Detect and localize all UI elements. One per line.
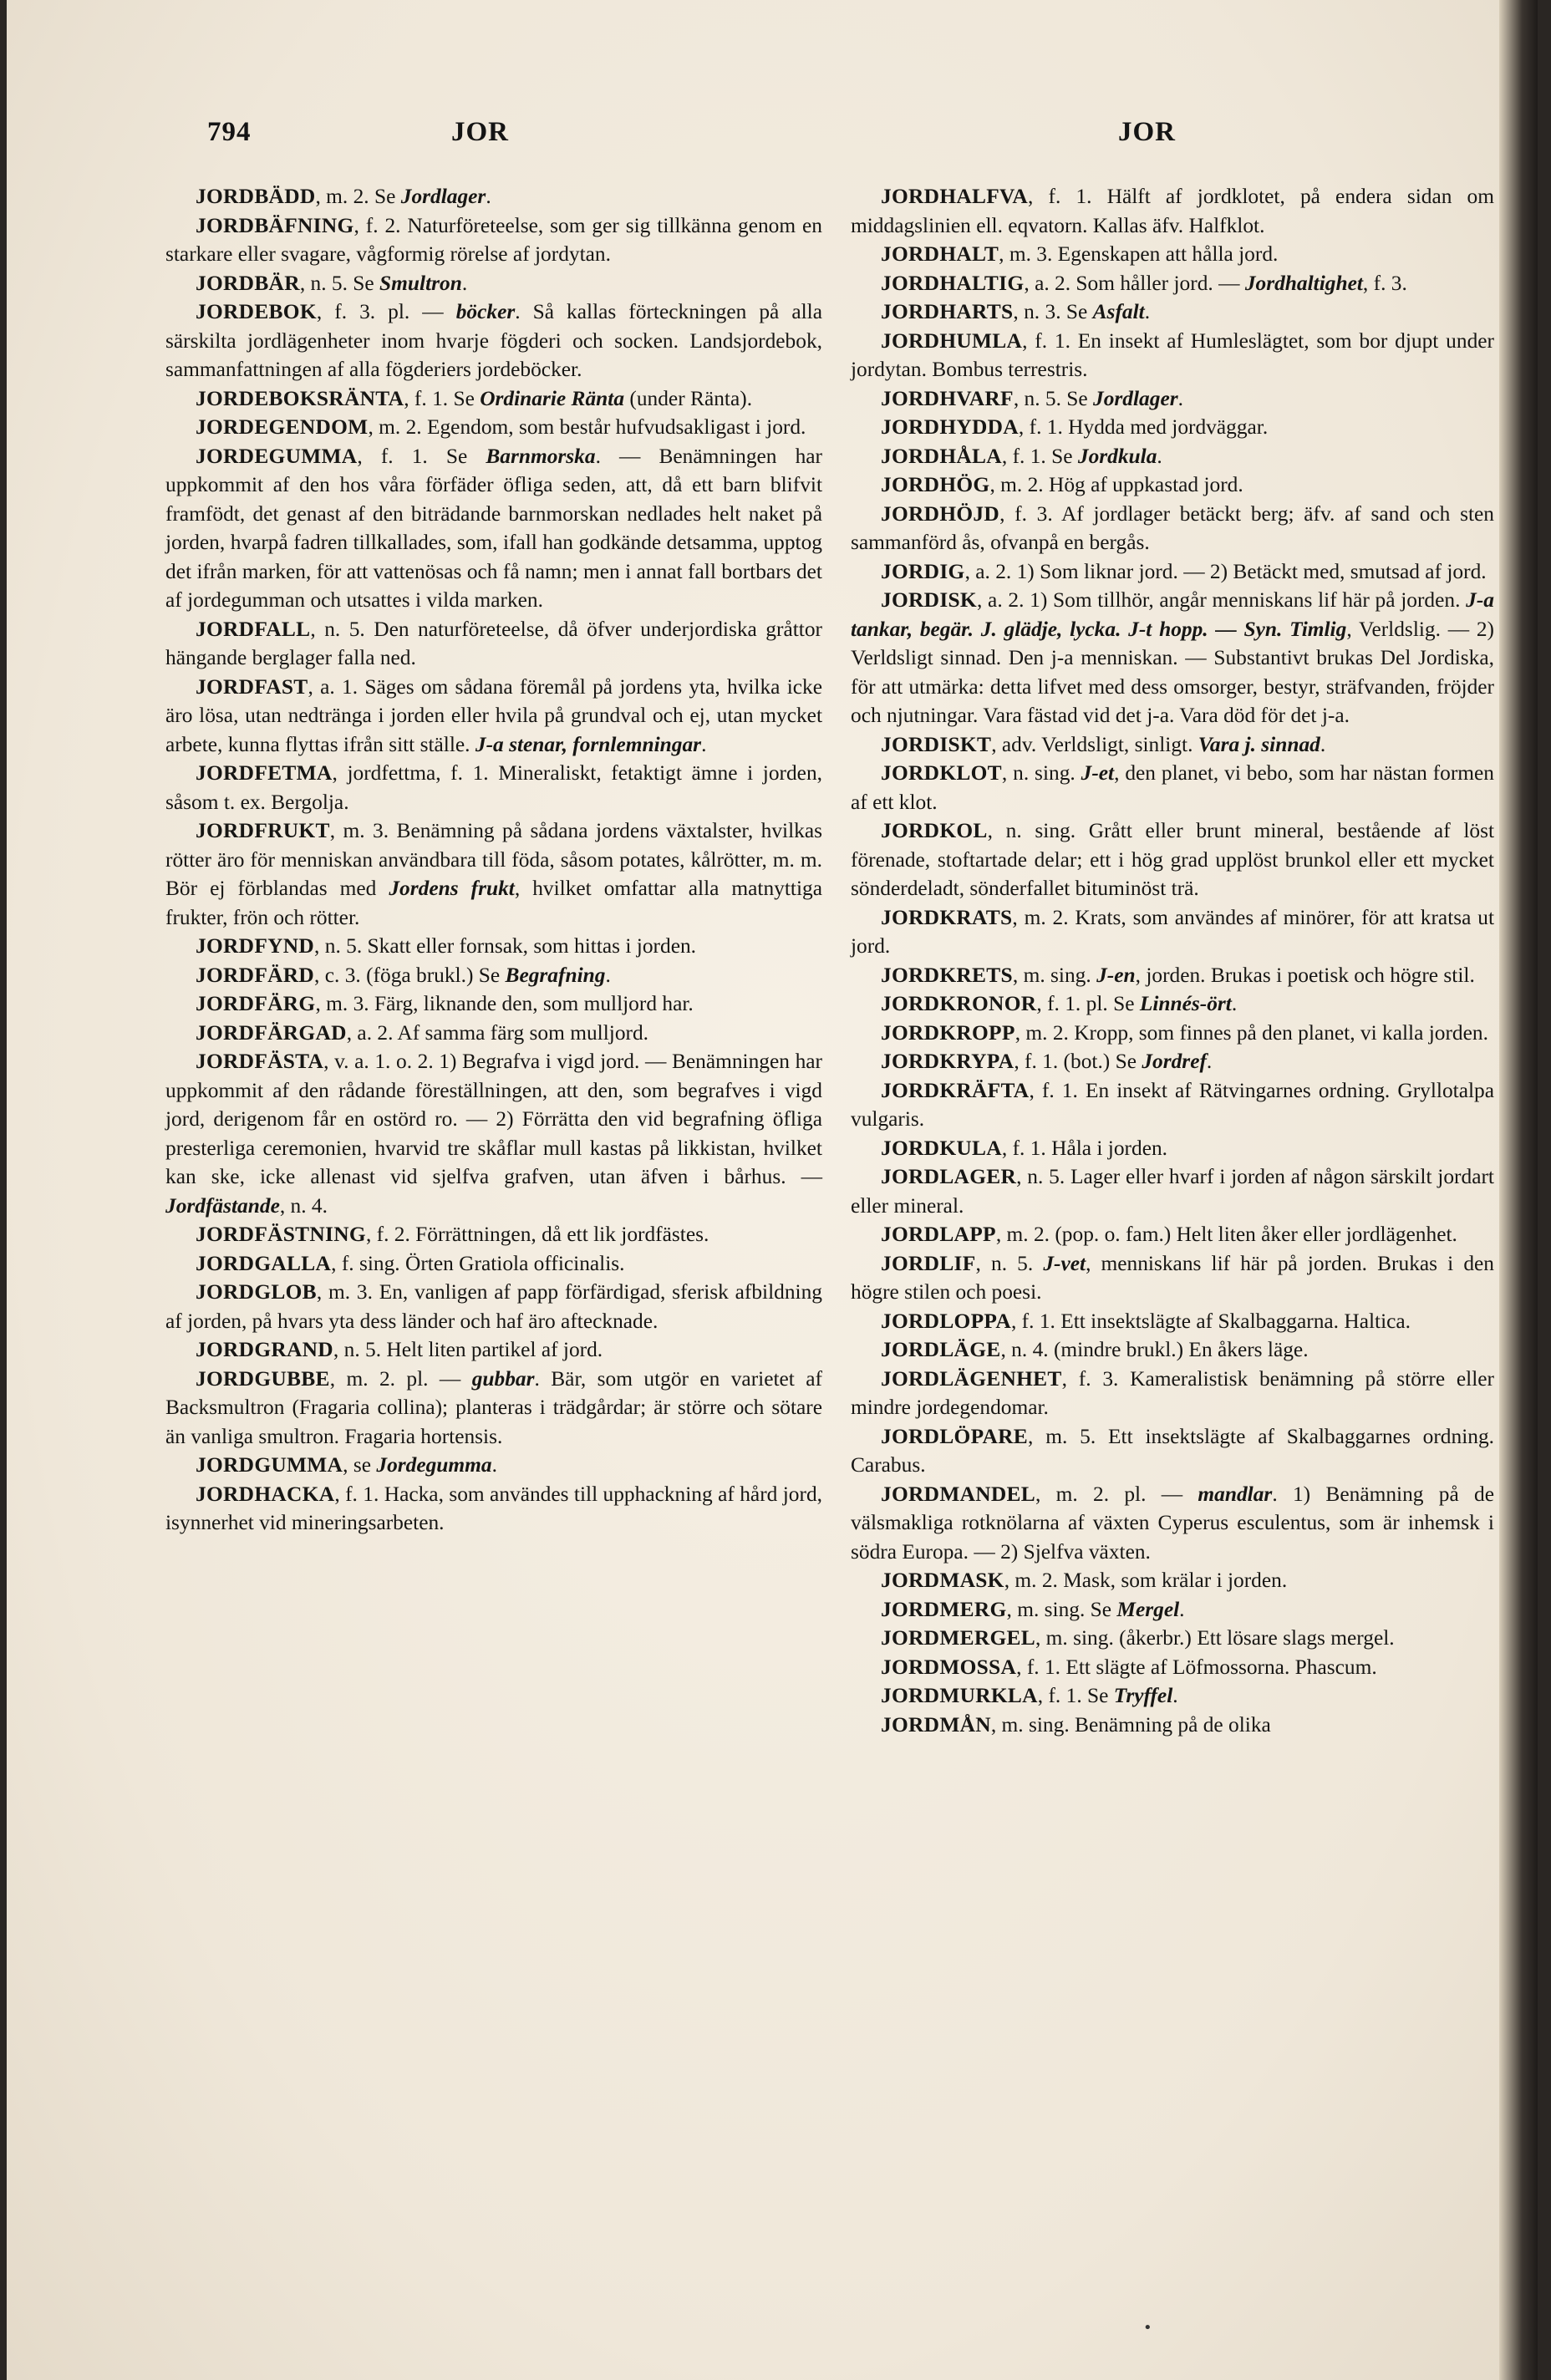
dictionary-entry (165, 1047, 822, 1220)
definition-text: , m. 2. pl. — (329, 1366, 472, 1391)
definition-text: , n. sing. Grått eller brunt mineral, bestående af löst förenade, stoftartade delar; ett i hög grad upplöst brunkol eller ett mycket sönderdeladt, sönderfallet bituminöst trä. (851, 819, 1494, 900)
definition-text: . — Benämningen har uppkommit af den hos våra förfäder öfliga seden, att, då ett barn blifvit framfödt, det genast af den biträdande barnmorskan nedlades helt naket på jorden, hvarpå fadren tillkallades, som, ifall han godkände detsamma, upptog det ifrån marken, för att vattenösas och få namn; men i annat fall bortbars det af jordegumman och utsattes i vilda marken. (165, 444, 822, 612)
definition-text: , a. 2. Som håller jord. — (1024, 271, 1245, 295)
headword: JORDHÖG (881, 473, 990, 496)
cross-reference: Mergel (1116, 1597, 1180, 1621)
headword: JORDHALFVA (881, 185, 1029, 208)
dictionary-entry (851, 384, 1494, 414)
headword: JORDHACKA (196, 1482, 335, 1506)
dictionary-entry (165, 673, 822, 760)
cross-reference: Jordens frukt (389, 877, 515, 900)
definition-text: , adv. Verldsligt, sinligt. (991, 732, 1198, 756)
definition-text: . (461, 271, 468, 295)
definition-text: , f. 1. Se (1037, 1684, 1114, 1707)
definition-text: , c. 3. (föga brukl.) Se (314, 963, 506, 987)
cross-reference: Jordlager (1093, 386, 1178, 410)
dictionary-entry (165, 816, 822, 932)
definition-text: , n. 5. Den naturföreteelse, då öfver underjordiska gråttor hängande berglager falla ned. (165, 617, 822, 669)
cross-reference: J-vet (1043, 1251, 1086, 1275)
definition-text: . (486, 185, 491, 208)
definition-text: . (1179, 1597, 1185, 1621)
dictionary-entry (165, 384, 822, 414)
cross-reference: mandlar (1198, 1482, 1273, 1506)
dictionary-entry (851, 1566, 1494, 1595)
dictionary-entry (851, 1220, 1494, 1249)
definition-text: , f. 3. pl. — (316, 300, 456, 323)
definition-text: , f. 2. Naturföreteelse, som ger sig tillkänna genom en starkare eller svagare, vågformig rörelse af jordytan. (165, 213, 822, 266)
definition-text: , n. 3. Se (1013, 300, 1093, 323)
dictionary-entry (851, 269, 1494, 298)
dictionary-entry (851, 816, 1494, 903)
headword: JORDFÄRGAD (196, 1020, 347, 1045)
headword: JORDFRUKT (196, 819, 330, 842)
cross-reference: Begrafning (505, 963, 606, 987)
definition-text: . (1177, 386, 1183, 410)
cross-reference: Jordhaltighet (1244, 271, 1363, 295)
running-header (7, 117, 1511, 157)
definition-text: , n. 5. (975, 1251, 1044, 1275)
dictionary-entry (165, 1451, 822, 1480)
headword: JORDGALLA (196, 1251, 332, 1275)
dictionary-entry (165, 961, 822, 990)
dictionary-entry (851, 1653, 1494, 1682)
headword: JORDFÄSTNING (196, 1223, 366, 1246)
definition-text: , m. 3. En, vanligen af papp förfärdigad, sferisk afbildning af jorden, på hvars yta dess länder och haf äro aftecknade. (165, 1280, 822, 1333)
definition-text: , m. 2. Egendom, som består hufvudsakligast i jord. (368, 415, 806, 439)
headword: JORDLOPPA (881, 1309, 1011, 1333)
definition-text: , f. 1. Se (357, 444, 486, 468)
definition-text: . (1231, 992, 1238, 1015)
headword: JORDKRONOR (881, 992, 1037, 1015)
definition-text: . (1172, 1684, 1178, 1707)
dictionary-entry (165, 182, 822, 211)
dictionary-entry (851, 989, 1494, 1019)
definition-text: , m. 2. Krats, som användes af minörer, för att kratsa ut jord. (851, 905, 1494, 958)
dictionary-entry (851, 1480, 1494, 1567)
dictionary-entry (851, 730, 1494, 760)
headword: JORDKRETS (881, 963, 1013, 987)
headword: JORDLÖPARE (881, 1424, 1029, 1448)
cross-reference: Jordref (1142, 1050, 1207, 1073)
definition-text: , m. 3. Egenskapen att hålla jord. (999, 242, 1279, 266)
page-number: 794 (207, 117, 252, 147)
definition-text: , jorden. Brukas i poetisk och högre stil. (1135, 963, 1475, 987)
dictionary-entry (851, 961, 1494, 990)
definition-text: . (1157, 444, 1162, 468)
headword: JORDLÄGENHET (881, 1366, 1062, 1391)
definition-text: . Bär, som utgör en varietet af Backsmultron (Fragaria collina); planteras i trädgårdar; är större och sötare än vanliga smultron. Fragaria hortensis. (165, 1366, 822, 1448)
definition-text: , jordfettma, f. 1. Mineraliskt, fetaktigt ämne i jorden, såsom t. ex. Bergolja. (165, 761, 822, 814)
dictionary-entry (851, 1134, 1494, 1163)
headword: JORDHVARF (881, 386, 1014, 410)
dictionary-entry (851, 586, 1494, 730)
headword: JORDFYND (196, 934, 315, 958)
definition-text: , m. sing. Benämning på de olika (990, 1712, 1271, 1737)
definition-text: , m. sing. (1012, 963, 1097, 987)
dictionary-entry (851, 182, 1494, 240)
dictionary-entry (851, 1711, 1494, 1740)
headword: JORDMERGEL (881, 1626, 1035, 1650)
headword: JORDFETMA (196, 761, 333, 785)
dictionary-entry (851, 442, 1494, 471)
dictionary-entry (851, 1307, 1494, 1336)
headword: JORDBÄR (196, 271, 300, 295)
headword: JORDMERG (881, 1597, 1007, 1621)
definition-text: , v. a. 1. o. 2. 1) Begrafva i vigd jord. — Benämningen har uppkommit af den rådande föreställningen, att den, som begrafves i vigd jord, derigenom får en ostörd ro. — 2) Förrätta den vid begrafning öfliga presterliga ceremonien, hvarvid tre skåflar mull kastas på likkistan, hvilket kan ske, icke allenast vid sjelfva grafven, utan äfven i bårhus. — (165, 1050, 822, 1188)
definition-text: , n. 5. Se (1013, 386, 1094, 410)
dictionary-entry (851, 1595, 1494, 1625)
dictionary-entry (851, 1422, 1494, 1480)
dictionary-entry (851, 557, 1494, 587)
dictionary-entry (165, 1480, 822, 1538)
dictionary-entry (851, 1249, 1494, 1307)
dictionary-entry (851, 240, 1494, 269)
definition-text: , f. 1. pl. Se (1036, 992, 1140, 1015)
headword: JORDGRAND (196, 1338, 333, 1361)
definition-text: , n. sing. (1001, 761, 1081, 785)
dictionary-entry (851, 903, 1494, 961)
dictionary-entry (851, 1076, 1494, 1134)
headword: JORDMASK (881, 1569, 1004, 1592)
definition-text: , m. 2. Hög af uppkastad jord. (989, 473, 1243, 496)
definition-text: , f. 1. Ett insektslägte af Skalbaggarna. Haltica. (1010, 1309, 1411, 1333)
definition-text: , f. sing. Örten Gratiola officinalis. (331, 1251, 625, 1275)
dictionary-entry (851, 327, 1494, 384)
definition-text: , f. 1. En insekt af Rätvingarnes ordning. Gryllotalpa vulgaris. (851, 1078, 1494, 1131)
headword: JORDKRATS (881, 905, 1013, 929)
definition-text: , f. 1. Håla i jorden. (1001, 1136, 1168, 1160)
definition-text: , f. 1. (bot.) Se (1014, 1050, 1142, 1073)
definition-text: , f. 1. En insekt af Humleslägtet, som bor djupt under jordytan. Bombus terrestris. (851, 328, 1494, 381)
definition-text: , m. sing. Se (1006, 1597, 1117, 1621)
definition-text: , n. 4. (mindre brukl.) En åkers läge. (1000, 1338, 1309, 1361)
definition-text: , a. 1. Säges om sådana föremål på jordens yta, hvilka icke äro lösa, utan nedtränga i jorden eller hvila på grundval och ej, utan mycket arbete, kunna flyttas ifrån sitt ställe. (165, 674, 822, 756)
footer-mark: • (1143, 2319, 1152, 2337)
cross-reference: gubbar (471, 1366, 535, 1391)
definition-text: , m. 2. Mask, som krälar i jorden. (1004, 1569, 1288, 1592)
definition-text: , f. 3. (1362, 271, 1407, 295)
cross-reference: J-a stenar, fornlemningar (475, 732, 702, 756)
definition-text: , m. sing. (åkerbr.) Ett lösare slags mergel. (1035, 1626, 1395, 1650)
definition-text: , f. 1. Hydda med jordväggar. (1018, 415, 1269, 439)
definition-text: , m. 3. Färg, liknande den, som mulljord har. (315, 992, 694, 1015)
definition-text: . (1144, 300, 1151, 323)
headword: JORDHARTS (881, 300, 1014, 323)
headword: JORDFÄRD (196, 963, 315, 987)
cross-reference: Tryffel (1113, 1684, 1173, 1707)
dictionary-entry (165, 615, 822, 673)
cross-reference: J-a tankar, begär. J. glädje, lycka. J-t hopp. — Syn. Timlig (851, 588, 1494, 641)
definition-text: . (491, 1453, 497, 1477)
cross-reference: Ordinarie Ränta (480, 386, 625, 410)
definition-text: , a. 2. Af samma färg som mulljord. (346, 1020, 649, 1045)
left-column (165, 182, 822, 1538)
headword: JORDMANDEL (881, 1482, 1035, 1506)
definition-text: , se (343, 1453, 377, 1477)
definition-text: , menniskans lif här på jorden. Brukas i den högre stilen och poesi. (851, 1251, 1494, 1304)
definition-text: , n. 5. Se (299, 271, 380, 295)
dictionary-entry (851, 1681, 1494, 1711)
headword: JORDEBOK (196, 300, 317, 323)
cross-reference: J-et (1081, 761, 1115, 785)
definition-text: , m. 2. pl. — (1035, 1482, 1198, 1506)
cross-reference: Smultron (379, 271, 462, 295)
definition-text: . (1206, 1050, 1213, 1073)
definition-text: , f. 1. Se (1001, 444, 1078, 468)
cross-reference: Vara j. sinnad (1198, 732, 1320, 756)
headword: JORDHALT (881, 242, 999, 266)
dictionary-entry (165, 442, 822, 615)
headword: JORDIG (881, 559, 965, 583)
cross-reference: Barnmorska (486, 444, 596, 468)
headword: JORDKRÄFTA (881, 1078, 1030, 1102)
cross-reference: Asfalt (1092, 300, 1145, 323)
headword: JORDEGENDOM (196, 415, 369, 439)
right-column (851, 182, 1494, 1739)
cross-reference: Linnés-ört (1139, 992, 1232, 1015)
dictionary-entry (165, 211, 822, 269)
headword: JORDFAST (196, 674, 308, 699)
dictionary-entry (165, 1249, 822, 1279)
cross-reference: Jordlager (400, 185, 486, 208)
dictionary-entry (165, 1019, 822, 1048)
headword: JORDLÄGE (881, 1338, 1001, 1361)
dictionary-entry (851, 298, 1494, 327)
definition-text: , f. 1. Ett slägte af Löfmossorna. Phascum. (1016, 1655, 1377, 1679)
cross-reference: J-en (1096, 963, 1136, 987)
definition-text: , n. 4. (279, 1193, 328, 1218)
headword: JORDISKT (881, 732, 992, 756)
headword: JORDHÅLA (881, 444, 1002, 468)
definition-text: , a. 2. 1) Som tillhör, angår menniskans lif här på jorden. (976, 588, 1467, 612)
dictionary-entry (165, 932, 822, 961)
headword: JORDMURKLA (881, 1684, 1038, 1707)
definition-text: , hvilket omfattar alla matnyttiga frukter, frön och rötter. (165, 877, 822, 929)
dictionary-page (7, 0, 1538, 2380)
left-running-head: JOR (451, 117, 509, 147)
headword: JORDEBOKSRÄNTA (196, 386, 404, 410)
dictionary-entry (851, 1047, 1494, 1076)
definition-text: , m. 2. Se (315, 185, 401, 208)
dictionary-entry (165, 413, 822, 442)
dictionary-entry (851, 1019, 1494, 1048)
dictionary-entry (165, 1335, 822, 1365)
headword: JORDFALL (196, 617, 311, 641)
definition-text: , m. 5. Ett insektslägte af Skalbaggarnes ordning. Carabus. (851, 1424, 1494, 1477)
book-spine-shadow (1499, 0, 1538, 2380)
headword: JORDKROPP (881, 1020, 1015, 1045)
definition-text: (under Ränta). (624, 386, 753, 410)
definition-text: . (605, 963, 611, 987)
dictionary-entry (851, 1624, 1494, 1653)
definition-text: , den planet, vi bebo, som har nästan formen af ett klot. (851, 761, 1494, 814)
dictionary-entry (851, 470, 1494, 500)
dictionary-entry (851, 759, 1494, 816)
headword: JORDBÄFNING (196, 213, 354, 237)
headword: JORDBÄDD (196, 185, 316, 208)
headword: JORDGUBBE (196, 1366, 330, 1391)
definition-text: , Verldslig. — 2) Verldsligt sinnad. Den j-a menniskan. — Substantivt brukas Del Jordiska, för att utmärka: detta lifvet med dess omsorger, bestyr, sträfvanden, fröjder och njutningar. Vara fästad vid det j-a. Vara död för det j-a. (851, 617, 1494, 727)
right-running-head: JOR (1118, 117, 1176, 147)
definition-text: , n. 5. Skatt eller fornsak, som hittas i jorden. (314, 934, 697, 958)
headword: JORDKULA (881, 1136, 1002, 1160)
cross-reference: Jordkula (1077, 444, 1157, 468)
headword: JORDEGUMMA (196, 444, 358, 468)
definition-text: . Så kallas förteckningen på alla särskilta jordlägenheter inom hvarje fögderi och socken. Landsjordebok, sammanfattningen af alla fögderiers jordeböcker. (165, 300, 822, 381)
dictionary-entry (851, 413, 1494, 442)
headword: JORDKRYPA (881, 1050, 1015, 1073)
definition-text: , f. 1. Se (404, 386, 481, 410)
dictionary-entry (165, 989, 822, 1019)
headword: JORDFÄSTA (196, 1050, 324, 1073)
headword: JORDLAPP (881, 1223, 996, 1246)
dictionary-entry (165, 269, 822, 298)
definition-text: , f. 3. Af jordlager betäckt berg; äfv. af sand och sten sammanförd ås, ofvanpå en bergås. (851, 501, 1494, 554)
headword: JORDGLOB (196, 1280, 317, 1304)
cross-reference: böcker (455, 300, 516, 323)
headword: JORDGUMMA (196, 1453, 343, 1477)
dictionary-entry (851, 1365, 1494, 1422)
headword: JORDHYDDA (881, 415, 1019, 439)
dictionary-entry (165, 1220, 822, 1249)
definition-text: , f. 3. Kameralistisk benämning på större eller mindre jordegendomar. (851, 1366, 1494, 1419)
definition-text: , a. 2. 1) Som liknar jord. — 2) Betäckt med, smutsad af jord. (964, 559, 1487, 583)
dictionary-entry (165, 1365, 822, 1452)
headword: JORDHALTIG (881, 271, 1025, 295)
dictionary-entry (851, 500, 1494, 557)
definition-text: , f. 2. Förrättningen, då ett lik jordfästes. (365, 1223, 709, 1246)
cross-reference: Jordfästande (165, 1193, 280, 1218)
headword: JORDHUMLA (881, 328, 1023, 353)
definition-text: , m. 3. Benämning på sådana jordens växtalster, hvilkas rötter äro för menniskan användbara till föda, såsom potates, kålrötter, m. m. Bör ej förblandas med (165, 819, 822, 900)
headword: JORDMOSSA (881, 1655, 1017, 1679)
headword: JORDLAGER (881, 1165, 1017, 1188)
definition-text: . (1320, 732, 1326, 756)
headword: JORDFÄRG (196, 992, 316, 1015)
headword: JORDKOL (881, 819, 988, 842)
headword: JORDLIF (881, 1251, 976, 1275)
definition-text: . (701, 732, 707, 756)
definition-text: , f. 1. Hälft af jordklotet, på endera sidan om middagslinien ell. eqvatorn. Kallas äfv. Halfklot. (851, 185, 1494, 237)
dictionary-entry (851, 1162, 1494, 1220)
headword: JORDISK (881, 588, 977, 612)
headword: JORDMÅN (881, 1712, 991, 1737)
dictionary-entry (165, 759, 822, 816)
definition-text: , f. 1. Hacka, som användes till upphackning af hård jord, isynnerhet vid mineringsarbeten. (165, 1482, 822, 1534)
dictionary-entry (165, 1278, 822, 1335)
definition-text: , m. 2. (pop. o. fam.) Helt liten åker eller jordlägenhet. (995, 1223, 1457, 1246)
dictionary-entry (851, 1335, 1494, 1365)
headword: JORDKLOT (881, 761, 1002, 785)
definition-text: . 1) Benämning på de välsmakliga rotknölarna af växten Cyperus esculentus, som är inhemsk i södra Europa. — 2) Sjelfva växten. (851, 1482, 1494, 1564)
headword: JORDHÖJD (881, 501, 1000, 526)
definition-text: , n. 5. Lager eller hvarf i jorden af någon särskilt jordart eller mineral. (851, 1165, 1494, 1218)
dictionary-entry (165, 298, 822, 384)
cross-reference: Jordegumma (376, 1453, 492, 1477)
definition-text: , n. 5. Helt liten partikel af jord. (333, 1338, 603, 1361)
definition-text: , m. 2. Kropp, som finnes på den planet, vi kalla jorden. (1015, 1020, 1488, 1045)
